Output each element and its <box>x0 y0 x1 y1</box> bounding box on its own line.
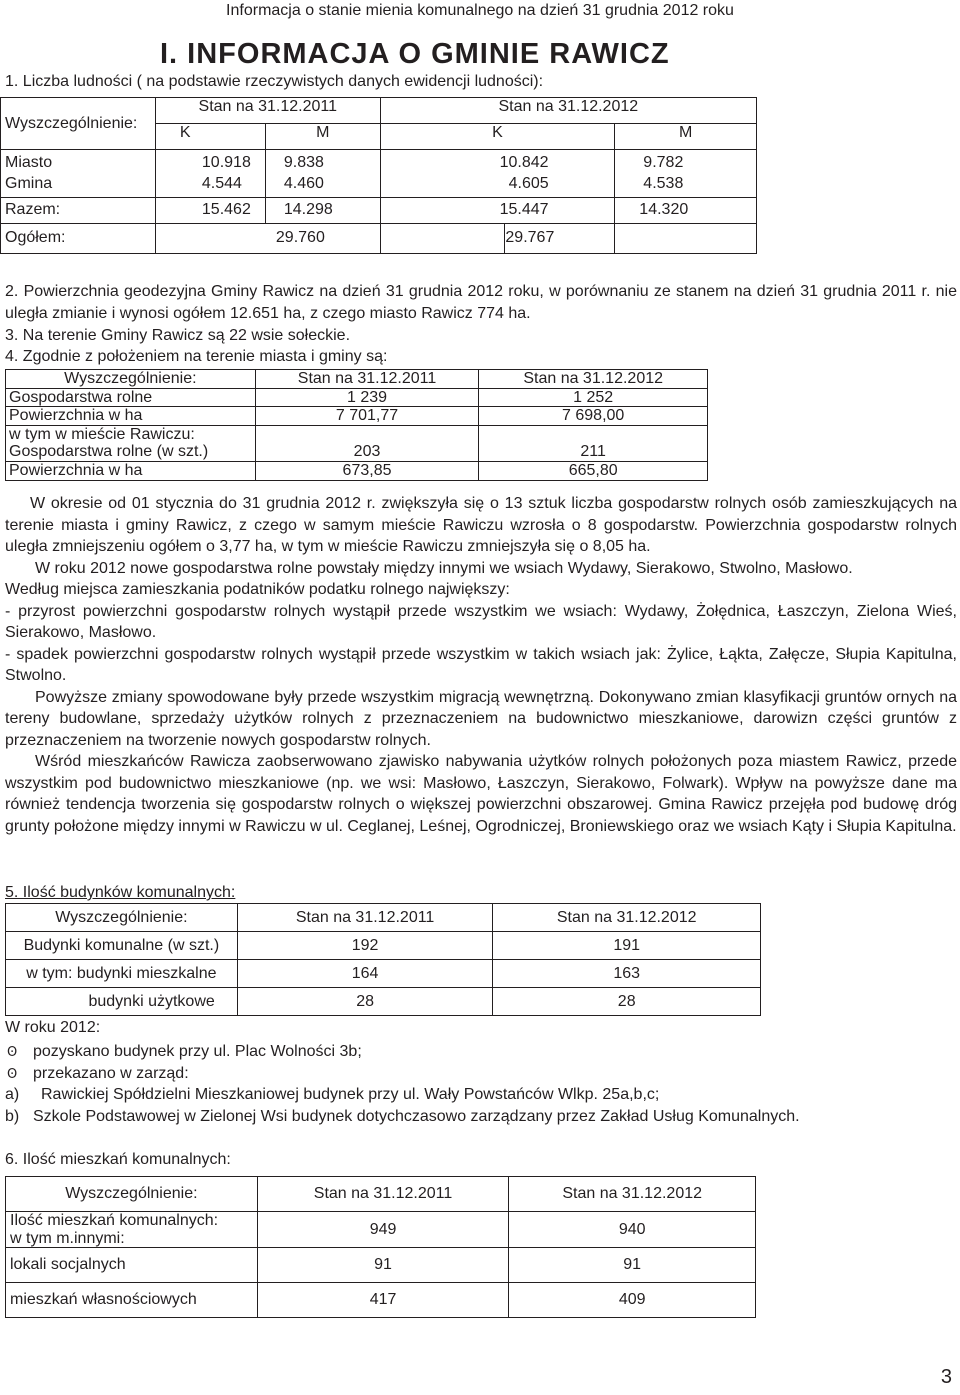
farms-cell: 1 252 <box>479 388 708 407</box>
page-number: 3 <box>940 1366 952 1388</box>
page-header: Informacja o stanie mienia komunalnego na dzień 31 grudnia 2012 roku <box>226 2 734 19</box>
flats-cell: 940 <box>509 1212 756 1248</box>
pop-ogolem-2012: 29.767 <box>505 224 615 254</box>
list-marker: a) <box>5 1086 20 1103</box>
pop-miasto-m12: 9.782 <box>643 154 684 171</box>
flats-header-2011: Stan na 31.12.2011 <box>257 1177 509 1212</box>
farms-cell <box>479 425 708 443</box>
flats-row-label <box>6 1212 258 1248</box>
pop-stan-2012: Stan na 31.12.2012 <box>380 98 756 124</box>
flats-cell: 949 <box>257 1212 509 1248</box>
farms-header-2012: Stan na 31.12.2012 <box>479 370 708 389</box>
pop-gmina: Gmina <box>5 174 53 192</box>
pop-razem-k11: 15.462 <box>155 198 265 224</box>
section-6-heading: 6. Ilość mieszkań komunalnych: <box>5 1151 231 1168</box>
pop-razem-k12: 15.447 <box>380 198 615 224</box>
pop-blank <box>615 224 757 254</box>
bullet-item <box>7 1065 189 1083</box>
paragraph: - spadek powierzchni gospodarstw rolnych wystąpił przede wszystkim w takich wsiach jak: Żylice, Łąkta, Załęcze, Słupia Kapitulna, Stwolno. <box>5 645 957 684</box>
list-text: Rawickiej Spółdzielni Mieszkaniowej budynek przy ul. Wały Powstańców Wlkp. 25a,b,c; <box>41 1086 660 1103</box>
buildings-header-label: Wyszczególnienie: <box>6 904 238 932</box>
pop-ogolem-2011: 29.760 <box>155 224 380 254</box>
flats-table <box>5 1176 756 1318</box>
farms-table <box>5 369 708 481</box>
pop-blank <box>380 224 505 254</box>
pop-ogolem: Ogółem: <box>1 224 156 254</box>
paragraph: W okresie od 01 stycznia do 31 grudnia 2012 r. zwiększyła się o 13 sztuk liczba gospodarstw rolnych osób zamieszkujących na terenie miasta i gminy Rawicz, z czego w samym mieście Rawiczu wzrosła o 8 gospodarstw. Powierzchnia gospodarstw rolnych uległa zmniejszeniu ogółem o 3,77 ha, w tym w mieście Rawiczu zmniejszyła się o 8,05 ha. <box>5 495 957 555</box>
buildings-cell: 163 <box>493 960 761 988</box>
list-marker: b) <box>5 1108 20 1125</box>
pop-cell <box>265 150 380 198</box>
buildings-row-label: budynki użytkowe <box>6 988 238 1016</box>
section-4-heading: 4. Zgodnie z położeniem na terenie miasta i gminy są: <box>5 348 388 365</box>
flats-cell: 409 <box>509 1283 756 1318</box>
flats-cell: 91 <box>509 1248 756 1283</box>
buildings-cell: 28 <box>493 988 761 1016</box>
farms-row-label: Gospodarstwa rolne <box>6 388 256 407</box>
pop-miasto-m11: 9.838 <box>283 154 324 171</box>
farms-header-2011: Stan na 31.12.2011 <box>255 370 479 389</box>
flats-header-label: Wyszczególnienie: <box>6 1177 258 1212</box>
pop-row-label <box>1 150 156 198</box>
buildings-header-2012: Stan na 31.12.2012 <box>493 904 761 932</box>
pop-k-2012: K <box>380 124 615 150</box>
bullet-icon: Ꙩ <box>7 1066 18 1081</box>
list-text: Szkole Podstawowej w Zielonej Wsi budynek dotychczasowo zarządzany przez Zakład Usług Komunalnych. <box>33 1108 800 1125</box>
farms-cell: 673,85 <box>255 461 479 480</box>
flats-header-2012: Stan na 31.12.2012 <box>509 1177 756 1212</box>
pop-miasto-k11: 10.918 <box>201 154 251 171</box>
paragraph: - przyrost powierzchni gospodarstw rolnych wystąpił przede wszystkim we wsiach: Wydawy, Żołędnica, Łaszczyn, Zielona Wieś, Sierakowo, Masłowo. <box>5 602 957 641</box>
buildings-row-label: Budynki komunalne (w szt.) <box>6 932 238 960</box>
pop-gmina-m11: 4.460 <box>283 174 324 192</box>
list-item-b <box>5 1108 800 1126</box>
pop-cell <box>380 150 615 198</box>
flats-subtitle: w tym m.innymi: <box>10 1229 125 1247</box>
pop-razem-m11: 14.298 <box>265 198 380 224</box>
buildings-cell: 191 <box>493 932 761 960</box>
buildings-table <box>5 903 761 1016</box>
paragraph: Według miejsca zamieszkania podatników podatku rolnego największy: <box>5 581 510 598</box>
buildings-cell: 28 <box>237 988 493 1016</box>
buildings-header-2011: Stan na 31.12.2011 <box>237 904 493 932</box>
paragraph: W roku 2012 nowe gospodarstwa rolne powstały między innymi we wsiach Wydawy, Sierakowo, Stwolno, Masłowo. <box>35 559 853 577</box>
farms-row-label: w tym w mieście Rawiczu: <box>6 425 256 443</box>
year-2012-label: W roku 2012: <box>5 1019 101 1036</box>
pop-gmina-k12: 4.605 <box>508 174 549 192</box>
farms-cell: 203 <box>255 443 479 461</box>
pop-razem-m12: 14.320 <box>615 198 757 224</box>
farms-cell: 7 701,77 <box>255 407 479 426</box>
flats-cell: 91 <box>257 1248 509 1283</box>
bullet-icon: Ꙩ <box>7 1044 18 1059</box>
pop-miasto: Miasto <box>5 154 53 171</box>
section-2-text: 2. Powierzchnia geodezyjna Gminy Rawicz na dzień 31 grudnia 2012 roku, w porównaniu ze stanem na dzień 31 grudnia 2011 r. nie uległa zmianie i wynosi ogółem 12.651 ha, z czego miasto Rawicz 774 ha. <box>5 283 957 322</box>
pop-gmina-m12: 4.538 <box>643 174 684 192</box>
farms-cell <box>255 425 479 443</box>
pop-k-2011: K <box>155 124 265 150</box>
paragraph: Wśród mieszkańców Rawicza zaobserwowano zjawisko nabywania użytków rolnych położonych poza miastem Rawicz, przede wszystkim pod budownictwo mieszkaniowe (np. we wsi: Masłowo, Łaszczyn, Sierakowo, Folwark). Wpływ na powyższe dane ma również tendencja tworzenia się gospodarstw rolnych o większej powierzchni obszarowej. Gmina Rawicz przejęła pod budowę dróg grunty położone między innymi w Rawiczu w ul. Ceglanej, Leśnej, Ogrodniczej, Broniewskiego oraz we wsiach Kąty i Słupia Kapitulna. <box>5 753 957 835</box>
buildings-row-label: w tym: budynki mieszkalne <box>6 960 238 988</box>
farms-header-label: Wyszczególnienie: <box>6 370 256 389</box>
farms-row-label: Gospodarstwa rolne (w szt.) <box>6 443 256 461</box>
section-5-heading: 5. Ilość budynków komunalnych: <box>5 884 236 901</box>
pop-gmina-k11: 4.544 <box>201 174 242 192</box>
pop-stan-2011: Stan na 31.12.2011 <box>155 98 380 124</box>
pop-m-2011: M <box>265 124 380 150</box>
farms-cell: 665,80 <box>479 461 708 480</box>
farms-cell: 211 <box>479 443 708 461</box>
flats-row-label: lokali socjalnych <box>6 1248 258 1283</box>
farms-row-label: Powierzchnia w ha <box>6 461 256 480</box>
farms-cell: 7 698,00 <box>479 407 708 426</box>
list-item-a <box>5 1086 659 1104</box>
farms-cell: 1 239 <box>255 388 479 407</box>
farms-row-label: Powierzchnia w ha <box>6 407 256 426</box>
flats-row-label: mieszkań własnościowych <box>6 1283 258 1318</box>
pop-label: Wyszczególnienie: <box>1 98 156 150</box>
page-title: I. INFORMACJA O GMINIE RAWICZ <box>160 38 670 70</box>
flats-total-label: Ilość mieszkań komunalnych: <box>10 1212 219 1229</box>
pop-miasto-k12: 10.842 <box>499 154 549 171</box>
pop-m-2012: M <box>615 124 757 150</box>
pop-cell <box>155 150 265 198</box>
pop-cell <box>615 150 757 198</box>
bullet-text: przekazano w zarząd: <box>33 1065 189 1082</box>
bullet-text: pozyskano budynek przy ul. Plac Wolności 3b; <box>33 1043 362 1060</box>
buildings-cell: 164 <box>237 960 493 988</box>
paragraph: Powyższe zmiany spowodowane były przede wszystkim migracją wewnętrzną. Dokonywano zmian klasyfikacji gruntów ornych na tereny budowlane, sprzedaży użytków rolnych z przeznaczeniem na budownictwo mieszkaniowe, darowizn części gruntów z przeznaczeniem na tworzenie nowych gospodarstw rolnych. <box>5 688 957 749</box>
section-3-text: 3. Na terenie Gminy Rawicz są 22 wsie sołeckie. <box>5 327 351 344</box>
buildings-cell: 192 <box>237 932 493 960</box>
bullet-item <box>7 1043 362 1061</box>
population-table <box>0 97 757 254</box>
section-1-heading: 1. Liczba ludności ( na podstawie rzeczywistych danych ewidencji ludności): <box>5 73 544 90</box>
narrative <box>5 493 957 837</box>
pop-razem: Razem: <box>1 198 156 224</box>
flats-cell: 417 <box>257 1283 509 1318</box>
